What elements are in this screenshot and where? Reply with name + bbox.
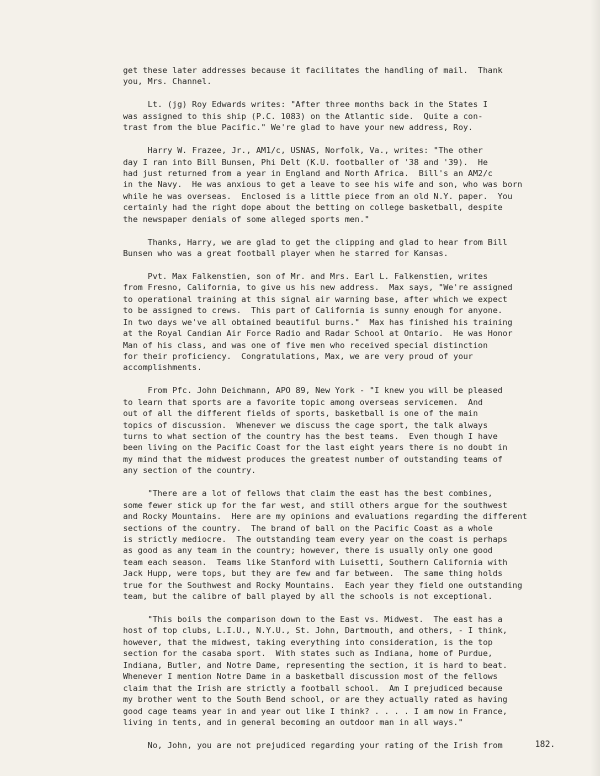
text-line: day I ran into Bill Bunsen, Phi Delt (K.U. footballer of '38 and '39). He	[123, 156, 488, 167]
paragraph	[123, 488, 573, 602]
text-line: however, that the midwest, taking everything into consideration, is the top	[123, 636, 493, 647]
text-line: some fewer stick up for the far west, and still others argue for the southwest	[123, 499, 508, 510]
paragraph	[123, 614, 573, 728]
text-line: had just returned from a year in England and North Africa. Bill's an AM2/c	[123, 167, 493, 178]
text-line: claim that the Irish are strictly a football school. Am I prejudiced because	[123, 682, 503, 693]
text-line: No, John, you are not prejudiced regarding your rating of the Irish from	[123, 739, 503, 750]
paragraph	[123, 740, 573, 751]
text-line: certainly had the right dope about the betting on college basketball, despite	[123, 202, 503, 213]
text-line: any section of the country.	[123, 465, 257, 476]
text-line: true for the Southwest and Rocky Mountains. Each year they field one outstanding	[123, 579, 523, 590]
text-line: living in tents, and in general becoming an outdoor man in all ways."	[123, 716, 464, 727]
paragraph	[123, 65, 573, 88]
text-line: from Fresno, California, to give us his new address. Max says, "We're assigned	[123, 282, 513, 293]
text-line: in the Navy. He was anxious to get a leave to see his wife and son, who was born	[123, 179, 523, 190]
text-line: my brother went to the South Bend school, or are they actually rated as having	[123, 694, 508, 705]
text-line: out of all the different fields of sports, basketball is one of the main	[123, 408, 478, 419]
paragraph	[123, 99, 573, 133]
text-line: to operational training at this signal air warning base, after which we expect	[123, 293, 508, 304]
text-line: team, but the calibre of ball played by all the schools is not exceptional.	[123, 591, 493, 602]
text-line: team each season. Teams like Stanford with Luisetti, Southern California with	[123, 556, 508, 567]
text-line: been living on the Pacific Coast for the last eight years there is no doubt in	[123, 442, 508, 453]
paragraph	[123, 271, 573, 374]
text-line: the newspaper denials of some alleged sports men."	[123, 213, 370, 224]
text-line: topics of discussion. Whenever we discuss the cage sport, the talk always	[123, 419, 488, 430]
text-line: From Pfc. John Deichmann, APO 89, New York - "I knew you will be pleased	[123, 385, 503, 396]
text-line: Indiana, Butler, and Notre Dame, representing the section, it is hard to beat.	[123, 659, 508, 670]
text-line: Jack Hupp, were tops, but they are few and far between. The same thing holds	[123, 568, 503, 579]
text-line: Harry W. Frazee, Jr., AM1/c, USNAS, Norfolk, Va., writes: "The other	[123, 145, 483, 156]
text-line: section for the casaba sport. With states such as Indiana, home of Purdue,	[123, 648, 493, 659]
text-line: to learn that sports are a favorite topic among overseas servicemen. And	[123, 396, 483, 407]
text-line: host of top clubs, L.I.U., N.Y.U., St. John, Dartmouth, and others, - I think,	[123, 625, 508, 636]
text-line: sections of the country. The brand of ball on the Pacific Coast as a whole	[123, 522, 493, 533]
text-line: get these later addresses because it facilitates the handling of mail. Thank	[123, 65, 503, 75]
text-line: "This boils the comparison down to the East vs. Midwest. The east has a	[123, 614, 503, 624]
text-line: you, Mrs. Channel.	[123, 76, 212, 87]
text-line: Pvt. Max Falkenstien, son of Mr. and Mrs. Earl L. Falkenstien, writes	[123, 270, 488, 281]
text-line: for their proficiency. Congratulations, Max, we are very proud of your	[123, 350, 473, 361]
text-line: my mind that the midwest produces the greatest number of outstanding teams of	[123, 453, 503, 464]
paragraph	[123, 145, 573, 225]
text-line: while he was overseas. Enclosed is a little piece from an old N.Y. paper. You	[123, 190, 513, 201]
text-line: at the Royal Candian Air Force Radio and Radar School at Ontario. He was Honor	[123, 328, 513, 339]
text-line: turns to what section of the country has the best teams. Even though I have	[123, 431, 498, 441]
text-line: In two days we've all obtained beautiful burns." Max has finished his training	[123, 316, 513, 327]
text-line: "There are a lot of fellows that claim the east has the best combines,	[123, 488, 493, 499]
text-line: Bunsen who was a great football player when he starred for Kansas.	[123, 248, 449, 258]
text-line: was assigned to this ship (P.C. 1083) on the Atlantic side. Quite a con-	[123, 110, 483, 121]
text-line: is strictly mediocre. The outstanding team every year on the coast is perhaps	[123, 533, 508, 544]
paragraph	[123, 385, 573, 477]
text-line: to be assigned to crews. This part of California is sunny enough for anyone.	[123, 305, 503, 316]
text-line: good cage teams year in and year out like I think? . . . . I am now in France,	[123, 705, 508, 716]
text-line: Man of his class, and was one of five men who received special distinction	[123, 339, 488, 350]
text-line: trast from the blue Pacific." We're glad to have your new address, Roy.	[123, 122, 473, 133]
paragraph	[123, 237, 573, 260]
text-line: Thanks, Harry, we are glad to get the clipping and glad to hear from Bill	[123, 236, 508, 247]
text-line: accomplishments.	[123, 362, 202, 373]
page-number: 182.	[535, 739, 556, 749]
text-line: as good as any team in the country; however, there is usually only one good	[123, 545, 493, 556]
text-line: and Rocky Mountains. Here are my opinions and evaluations regarding the different	[123, 511, 528, 522]
document-body	[123, 65, 573, 751]
page-edge-shadow	[590, 0, 600, 776]
text-line: Whenever I mention Notre Dame in a basketball discussion most of the fellows	[123, 671, 498, 682]
text-line: Lt. (jg) Roy Edwards writes: "After three months back in the States I	[123, 99, 488, 110]
